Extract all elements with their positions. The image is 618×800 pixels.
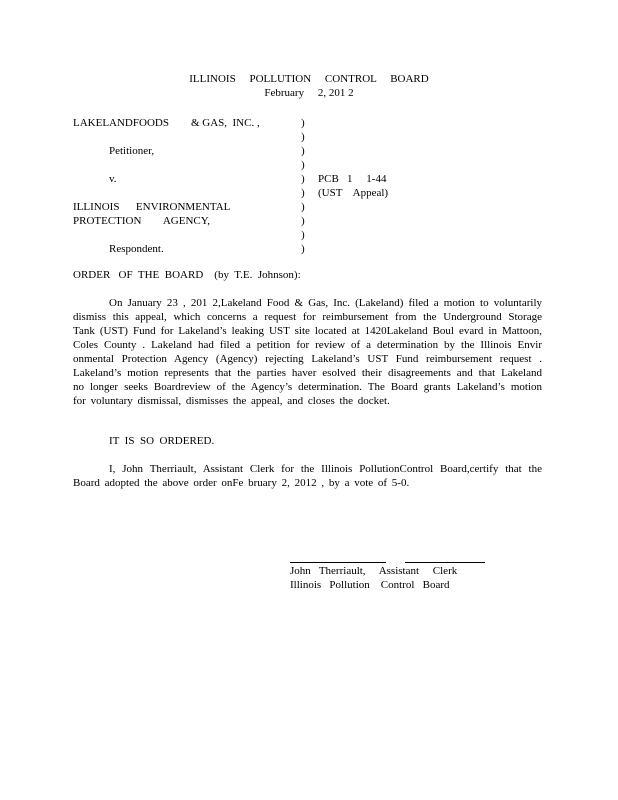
bracket-paren: )	[301, 117, 305, 129]
signature-line-right	[405, 562, 485, 563]
versus: v.	[109, 173, 117, 185]
bracket-paren: )	[301, 229, 305, 241]
agency-heading: ILLINOIS POLLUTION CONTROL BOARD	[189, 73, 429, 85]
order-date: February 2, 201 2	[264, 87, 354, 99]
bracket-paren: )	[301, 145, 305, 157]
signature-line-left	[290, 562, 386, 563]
bracket-paren: )	[301, 201, 305, 213]
order-heading: ORDER OF THE BOARD (by T.E. Johnson):	[73, 269, 301, 281]
bracket-paren: )	[301, 243, 305, 255]
respondent-line-1: ILLINOIS ENVIRONMENTAL	[73, 201, 231, 213]
signer-name-title: John Therriault, Assistant Clerk	[290, 565, 458, 577]
case-type: (UST Appeal)	[318, 187, 389, 199]
petitioner-name: LAKELANDFOODS & GAS, INC. ,	[73, 117, 260, 129]
respondent-role: Respondent.	[109, 243, 164, 255]
bracket-paren: )	[301, 215, 305, 227]
respondent-line-2: PROTECTION AGENCY,	[73, 215, 211, 227]
bracket-paren: )	[301, 131, 305, 143]
certification-paragraph: I, John Therriault, Assistant Clerk for the Illinois PollutionControl Board,certify that the Board adopted the above order onFe bruary 2, 2012 , by a vote of 5-0.	[73, 463, 542, 489]
order-body-paragraph: On January 23 , 201 2,Lakeland Food & Gas, Inc. (Lakeland) filed a motion to voluntarily dismiss this appeal, which concerns a request for reimbursement from the Underground Storage Tank (UST) Fund for Lakeland’s leaking UST site located at 1420Lakeland Boul evard in Mattoon, Coles County . Lakeland had filed a petition for review of a determination by the Illinois Envir onmental Protection Agency (Agency) rejecting Lakeland’s UST Fund reimbursement request . Lakeland’s motion represents that the parties haver esolved their disagreements and that Lakeland no longer seeks Boardreview of the Agency’s determination. The Board grants Lakeland’s motion for voluntary dismissal, dismisses the appeal, and closes the docket.	[73, 297, 542, 407]
bracket-paren: )	[301, 173, 305, 185]
petitioner-role: Petitioner,	[109, 145, 155, 157]
so-ordered: IT IS SO ORDERED.	[109, 435, 215, 447]
case-number: PCB 1 1-44	[318, 173, 387, 185]
caption-bracket	[301, 116, 311, 256]
signer-organization: Illinois Pollution Control Board	[290, 579, 450, 591]
bracket-paren: )	[301, 187, 305, 199]
bracket-paren: )	[301, 159, 305, 171]
